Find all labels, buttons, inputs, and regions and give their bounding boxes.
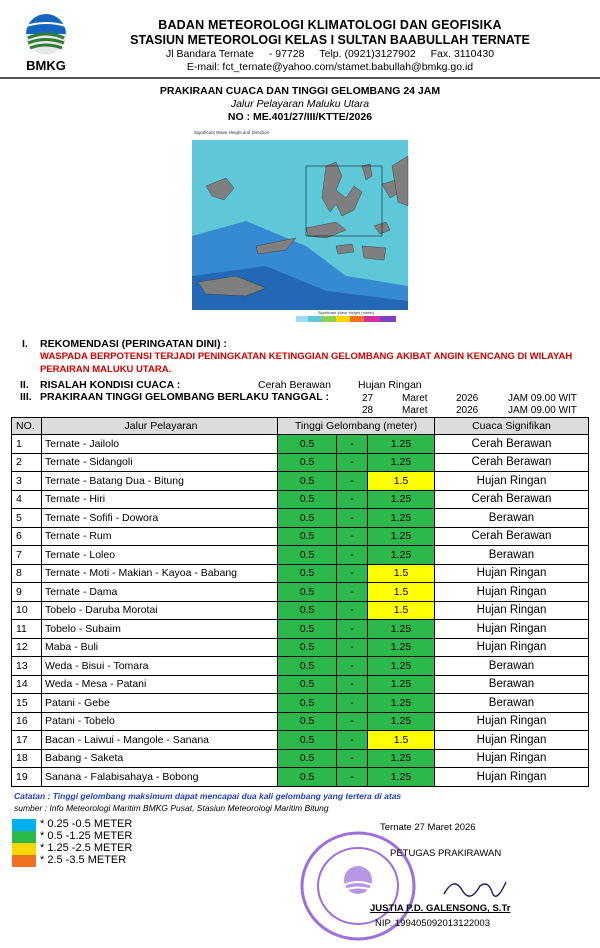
wave-min: 0.5 <box>278 601 337 620</box>
wave-min: 0.5 <box>278 731 337 750</box>
route-name: Tobelo - Subaim <box>42 620 278 639</box>
weather-condition: Berawan <box>435 675 589 694</box>
weather-condition: Hujan Ringan <box>435 731 589 750</box>
table-body <box>12 435 589 787</box>
wave-max: 1.25 <box>368 509 435 528</box>
wave-dash: - <box>337 435 368 454</box>
validity-day-1: 27 <box>362 393 374 404</box>
col-no-header: NO. <box>12 418 42 435</box>
weather-condition: Cerah Berawan <box>435 453 589 472</box>
wave-max: 1.25 <box>368 546 435 565</box>
map-legend-label: Significant Wave Height (meter) <box>317 310 375 315</box>
table-row <box>12 601 589 620</box>
table-row <box>12 546 589 565</box>
weather-condition: Berawan <box>435 694 589 713</box>
row-number: 16 <box>12 712 42 731</box>
weather-condition: Hujan Ringan <box>435 749 589 768</box>
wave-min: 0.5 <box>278 620 337 639</box>
validity-year-1: 2026 <box>456 393 479 404</box>
table-row <box>12 638 589 657</box>
weather-summary-title: RISALAH KONDISI CUACA : <box>40 379 181 391</box>
document-number: NO : ME.401/27/III/KTTE/2026 <box>227 111 373 123</box>
wave-max: 1.25 <box>368 768 435 787</box>
col-wave-header: Tinggi Gelombang (meter) <box>278 418 435 435</box>
validity-number: III. <box>20 391 32 403</box>
phone: Telp. (0921)3127902 <box>319 48 416 60</box>
wave-min: 0.5 <box>278 694 337 713</box>
legend-swatch-2 <box>12 831 36 843</box>
wave-max: 1.25 <box>368 620 435 639</box>
wave-min: 0.5 <box>278 490 337 509</box>
validity-month-2: Maret <box>402 405 428 416</box>
wave-max: 1.5 <box>368 564 435 583</box>
fax: Fax. 3110430 <box>430 48 495 60</box>
postcode: - 97728 <box>268 48 305 60</box>
wave-min: 0.5 <box>278 675 337 694</box>
table-row <box>12 564 589 583</box>
wave-min: 0.5 <box>278 435 337 454</box>
route-name: Weda - Bisui - Tomara <box>42 657 278 676</box>
route-name: Patani - Tobelo <box>42 712 278 731</box>
wave-min: 0.5 <box>278 546 337 565</box>
validity-time-2: JAM 09.00 WIT <box>508 405 577 416</box>
document-subtitle: Jalur Pelayaran Maluku Utara <box>230 98 370 110</box>
wave-dash: - <box>337 509 368 528</box>
recommendation-title: REKOMENDASI (PERINGATAN DINI) : <box>40 338 227 350</box>
signature-nip: NIP. 199405092013122003 <box>375 918 490 929</box>
row-number: 18 <box>12 749 42 768</box>
wave-max: 1.5 <box>368 472 435 491</box>
row-number: 10 <box>12 601 42 620</box>
wave-min: 0.5 <box>278 768 337 787</box>
route-name: Babang - Saketa <box>42 749 278 768</box>
legend-label-1: * 0.25 -0.5 METER <box>40 818 133 830</box>
table-row <box>12 453 589 472</box>
row-number: 6 <box>12 527 42 546</box>
route-name: Ternate - Sofifi - Dowora <box>42 509 278 528</box>
document-title: PRAKIRAAN CUACA DAN TINGGI GELOMBANG 24 JAM <box>159 85 441 97</box>
row-number: 5 <box>12 509 42 528</box>
route-name: Ternate - Loleo <box>42 546 278 565</box>
wave-max: 1.25 <box>368 657 435 676</box>
weather-summary-value-b: Hujan Ringan <box>358 379 422 391</box>
wave-min: 0.5 <box>278 453 337 472</box>
weather-condition: Hujan Ringan <box>435 712 589 731</box>
wave-max: 1.5 <box>368 601 435 620</box>
validity-month-1: Maret <box>402 393 428 404</box>
route-name: Ternate - Batang Dua - Bitung <box>42 472 278 491</box>
wave-min: 0.5 <box>278 564 337 583</box>
wave-max: 1.25 <box>368 435 435 454</box>
route-name: Ternate - Moti - Makian - Kayoa - Babang <box>42 564 278 583</box>
wave-max: 1.5 <box>368 583 435 602</box>
weather-condition: Berawan <box>435 546 589 565</box>
wave-min: 0.5 <box>278 527 337 546</box>
table-row <box>12 731 589 750</box>
weather-condition: Berawan <box>435 509 589 528</box>
legend-swatch-1 <box>12 819 36 831</box>
table-row <box>12 583 589 602</box>
table-row <box>12 712 589 731</box>
email-line: E-mail: fct_ternate@yahoo.com/stamet.babullah@bmkg.go.id <box>186 61 474 73</box>
wave-dash: - <box>337 694 368 713</box>
wave-dash: - <box>337 749 368 768</box>
route-name: Patani - Gebe <box>42 694 278 713</box>
weather-condition: Cerah Berawan <box>435 490 589 509</box>
note-catatan: Catatan : Tinggi gelombang maksimum dapat mencapai dua kali gelombang yang tertera di atas <box>14 791 402 801</box>
wave-dash: - <box>337 675 368 694</box>
bmkg-logo <box>14 12 78 74</box>
wave-min: 0.5 <box>278 657 337 676</box>
weather-condition: Cerah Berawan <box>435 435 589 454</box>
wave-max: 1.25 <box>368 490 435 509</box>
wave-dash: - <box>337 712 368 731</box>
table-row <box>12 527 589 546</box>
wave-max: 1.25 <box>368 527 435 546</box>
wave-min: 0.5 <box>278 638 337 657</box>
wave-dash: - <box>337 490 368 509</box>
address: Jl Bandara Ternate <box>165 48 254 60</box>
wave-dash: - <box>337 768 368 787</box>
weather-condition: Hujan Ringan <box>435 638 589 657</box>
signature-role: PETUGAS PRAKIRAWAN <box>390 848 502 859</box>
wave-min: 0.5 <box>278 712 337 731</box>
wave-dash: - <box>337 657 368 676</box>
agency-name: BADAN METEOROLOGI KLIMATOLOGI DAN GEOFISIKA <box>158 18 502 32</box>
weather-condition: Hujan Ringan <box>435 601 589 620</box>
wave-dash: - <box>337 453 368 472</box>
table-header-row <box>12 418 589 435</box>
route-name: Bacan - Laiwui - Mangole - Sanana <box>42 731 278 750</box>
signature-place-date: Ternate 27 Maret 2026 <box>380 822 476 833</box>
legend-swatch-4 <box>12 855 36 867</box>
row-number: 3 <box>12 472 42 491</box>
route-name: Tobelo - Daruba Morotai <box>42 601 278 620</box>
wave-min: 0.5 <box>278 472 337 491</box>
table-row <box>12 694 589 713</box>
table-row <box>12 675 589 694</box>
legend-label-3: * 1.25 -2.5 METER <box>40 842 133 854</box>
row-number: 8 <box>12 564 42 583</box>
address-line <box>90 48 570 60</box>
wave-min: 0.5 <box>278 509 337 528</box>
wave-dash: - <box>337 546 368 565</box>
row-number: 4 <box>12 490 42 509</box>
signature-name: JUSTIA P.D. GALENSONG, S.Tr <box>370 903 511 914</box>
recommendation-text: WASPADA BERPOTENSI TERJADI PENINGKATAN KETINGGIAN GELOMBANG AKIBAT ANGIN KENCANG DI WILAYAH PERAIRAN MALUKU UTARA. <box>40 351 573 375</box>
wave-max: 1.25 <box>368 638 435 657</box>
table-row <box>12 768 589 787</box>
weather-condition: Hujan Ringan <box>435 583 589 602</box>
col-weather-header: Cuaca Signifikan <box>435 418 589 435</box>
validity-title: PRAKIRAAN TINGGI GELOMBANG BERLAKU TANGGAL : <box>40 391 329 403</box>
validity-year-2: 2026 <box>456 405 479 416</box>
route-name: Ternate - Hiri <box>42 490 278 509</box>
wave-dash: - <box>337 638 368 657</box>
wave-dash: - <box>337 583 368 602</box>
row-number: 1 <box>12 435 42 454</box>
validity-day-2: 28 <box>362 405 374 416</box>
weather-condition: Hujan Ringan <box>435 620 589 639</box>
wave-max: 1.25 <box>368 453 435 472</box>
route-name: Ternate - Jailolo <box>42 435 278 454</box>
row-number: 17 <box>12 731 42 750</box>
col-route-header: Jalur Pelayaran <box>42 418 278 435</box>
wave-max: 1.25 <box>368 712 435 731</box>
legend-swatch-3 <box>12 843 36 855</box>
weather-summary-value-a: Cerah Berawan <box>258 379 331 391</box>
wave-max: 1.25 <box>368 749 435 768</box>
recommendation-number: I. <box>22 338 28 350</box>
row-number: 13 <box>12 657 42 676</box>
row-number: 12 <box>12 638 42 657</box>
wave-dash: - <box>337 731 368 750</box>
weather-condition: Hujan Ringan <box>435 564 589 583</box>
table-row <box>12 749 589 768</box>
row-number: 11 <box>12 620 42 639</box>
wave-dash: - <box>337 620 368 639</box>
row-number: 7 <box>12 546 42 565</box>
weather-condition: Cerah Berawan <box>435 527 589 546</box>
wave-dash: - <box>337 564 368 583</box>
table-row <box>12 509 589 528</box>
row-number: 19 <box>12 768 42 787</box>
note-sumber: sumber : Info Meteorologi Maritim BMKG Pusat, Stasiun Meteorologi Maritim Bitung <box>14 803 329 813</box>
row-number: 2 <box>12 453 42 472</box>
route-name: Weda - Mesa - Patani <box>42 675 278 694</box>
route-name: Ternate - Sidangoli <box>42 453 278 472</box>
table-row <box>12 472 589 491</box>
table-row <box>12 620 589 639</box>
handwritten-signature <box>440 872 510 902</box>
wave-dash: - <box>337 472 368 491</box>
wave-forecast-table <box>11 417 589 787</box>
wave-dash: - <box>337 601 368 620</box>
table-row <box>12 435 589 454</box>
route-name: Sanana - Falabisahaya - Bobong <box>42 768 278 787</box>
wave-min: 0.5 <box>278 583 337 602</box>
legend-label-4: * 2.5 -3.5 METER <box>40 854 127 866</box>
station-name: STASIUN METEOROLOGI KELAS I SULTAN BAABULLAH TERNATE <box>130 33 530 47</box>
table-row <box>12 490 589 509</box>
logo-text: BMKG <box>26 58 66 73</box>
route-name: Maba - Buli <box>42 638 278 657</box>
wave-height-map <box>186 126 414 332</box>
weather-condition: Berawan <box>435 657 589 676</box>
wave-max: 1.25 <box>368 694 435 713</box>
table-row <box>12 657 589 676</box>
header-divider <box>0 77 600 79</box>
row-number: 15 <box>12 694 42 713</box>
weather-summary-number: II. <box>20 379 29 391</box>
row-number: 9 <box>12 583 42 602</box>
wave-max: 1.25 <box>368 675 435 694</box>
route-name: Ternate - Dama <box>42 583 278 602</box>
map-header-text: Significant Wave Height and Direction <box>194 130 270 135</box>
validity-time-1: JAM 09.00 WIT <box>508 393 577 404</box>
wave-max: 1.5 <box>368 731 435 750</box>
row-number: 14 <box>12 675 42 694</box>
route-name: Ternate - Rum <box>42 527 278 546</box>
wave-dash: - <box>337 527 368 546</box>
weather-condition: Hujan Ringan <box>435 768 589 787</box>
legend-label-2: * 0.5 -1.25 METER <box>40 830 133 842</box>
weather-condition: Hujan Ringan <box>435 472 589 491</box>
wave-min: 0.5 <box>278 749 337 768</box>
